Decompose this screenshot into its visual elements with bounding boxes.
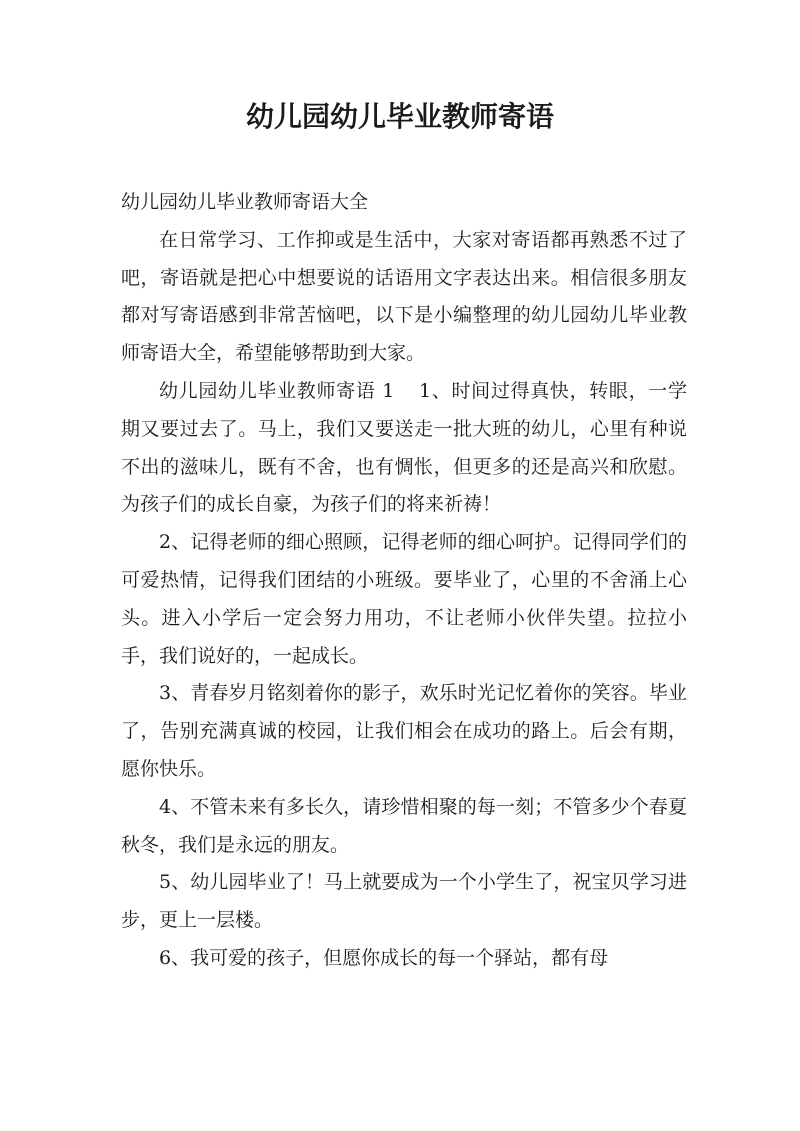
document-title: 幼儿园幼儿毕业教师寄语 xyxy=(245,100,554,133)
document-subtitle: 幼儿园幼儿毕业教师寄语大全 xyxy=(121,191,369,213)
document-body xyxy=(121,184,687,978)
paragraph-item-2: 2、记得老师的细心照顾，记得老师的细心呵护。记得同学们的可爱热情，记得我们团结的小班级。要毕业了，心里的不舍涌上心头。进入小学后一定会努力用功，不让老师小伙伴失望。拉拉小手，我们说好的，一起成长。 xyxy=(121,531,687,667)
paragraph-item-1 xyxy=(121,373,687,524)
paragraph-item-6: 6、我可爱的孩子，但愿你成长的每一个驿站，都有母 xyxy=(159,946,609,969)
intro-paragraph: 在日常学习、工作抑或是生活中，大家对寄语都再熟悉不过了吧，寄语就是把心中想要说的话语用文字表达出来。相信很多朋友都对写寄语感到非常苦恼吧，以下是小编整理的幼儿园幼儿毕业教师寄语大全，希望能够帮助到大家。 xyxy=(121,228,687,365)
item-1-text: 1、时间过得真快，转眼，一学期又要过去了。马上，我们又要送走一批大班的幼儿，心里有种说不出的滋味儿，既有不舍，也有惆怅，但更多的还是高兴和欣慰。为孩子们的成长自豪，为孩子们的将来祈祷！ xyxy=(121,379,687,516)
section-heading: 幼儿园幼儿毕业教师寄语 1 xyxy=(159,379,395,402)
paragraph-item-4: 4、不管未来有多长久，请珍惜相聚的每一刻；不管多少个春夏秋冬，我们是永远的朋友。 xyxy=(121,795,687,856)
paragraph-item-5: 5、幼儿园毕业了！马上就要成为一个小学生了，祝宝贝学习进步，更上一层楼。 xyxy=(121,871,687,932)
paragraph-item-3: 3、青春岁月铭刻着你的影子，欢乐时光记忆着你的笑容。毕业了，告别充满真诚的校园，让我们相会在成功的路上。后会有期，愿你快乐。 xyxy=(121,682,687,780)
